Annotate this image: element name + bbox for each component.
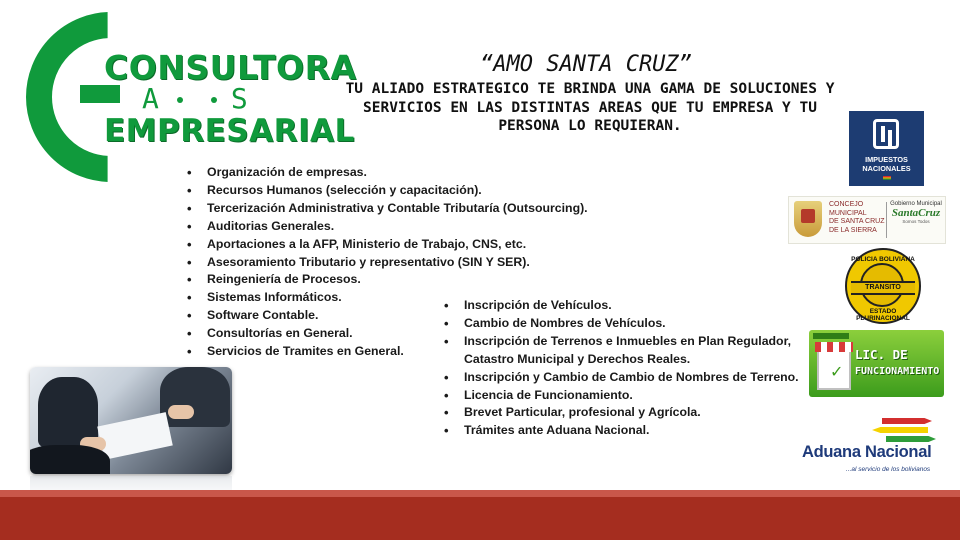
list-item: • Aportaciones a la AFP, Ministerio de Trabajo, CNS, etc. <box>183 236 613 254</box>
list-item: • Brevet Particular, profesional y Agrícola. <box>440 404 800 422</box>
tagline-text: TU ALIADO ESTRATEGICO TE BRINDA UNA GAMA DE SOLUCIONES Y SERVICIOS EN LAS DISTINTAS AREAS QUE TU EMPRESA Y TU PERSONA LO REQUIERAN. <box>345 81 835 134</box>
company-logo <box>22 8 357 186</box>
logo-line-consultora: CONSULTORA <box>104 48 357 87</box>
city-slogan: Somos Todos <box>902 219 930 224</box>
list-item: • Reingeniería de Procesos. <box>183 271 613 289</box>
services-list-right <box>440 297 800 440</box>
list-item: • Inscripción de Terrenos e Inmuebles en Plan Regulador, Catastro Municipal y Derechos Reales. <box>440 333 800 369</box>
photo-paper <box>97 412 173 460</box>
coat-of-arms-icon <box>794 201 822 237</box>
impuestos-nacionales-logo <box>849 111 924 186</box>
list-item: • Sistemas Informáticos. <box>183 289 613 307</box>
badge-center-band: TRANSITO <box>851 281 915 295</box>
red-arrow <box>882 418 932 424</box>
gov-label: Gobierno Municipal <box>890 201 942 207</box>
aduana-nacional-logo <box>800 410 945 483</box>
list-item: • Inscripción y Cambio de Cambio de Nombres de Terreno. <box>440 369 800 387</box>
list-item: • Recursos Humanos (selección y capacitación). <box>183 182 613 200</box>
banner-tab <box>813 333 849 339</box>
footer-band <box>0 497 960 540</box>
impuestos-line2: NACIONALES <box>862 164 911 173</box>
impuestos-label <box>849 155 924 173</box>
list-item: • Auditorias Generales. <box>183 218 613 236</box>
concejo-line: DE SANTA CRUZ <box>829 218 885 225</box>
logo-letter-s: S <box>230 82 252 115</box>
logo-line-as <box>142 82 252 115</box>
list-item: • Trámites ante Aduana Nacional. <box>440 422 800 440</box>
licencia-line1: LIC. DE <box>855 347 908 362</box>
impuestos-mark-icon <box>873 119 899 149</box>
list-item: • Inscripción de Vehículos. <box>440 297 800 315</box>
concejo-municipal-logo <box>788 196 946 244</box>
logo-dot <box>177 97 183 103</box>
badge-top-text: POLICIA BOLIVIANA <box>851 256 915 263</box>
logo-letter-a: A <box>142 82 163 115</box>
licencia-text <box>855 346 941 380</box>
list-item: • Organización de empresas. <box>183 164 613 182</box>
list-item: • Tercerización Administrativa y Contable Tributaría (Outsourcing). <box>183 200 613 218</box>
concejo-line: MUNICIPAL <box>829 209 867 217</box>
bolivia-flag-icon <box>883 176 891 180</box>
concejo-text <box>829 201 885 235</box>
list-item: • Software Contable. <box>183 307 613 325</box>
santa-cruz-logo <box>890 201 942 224</box>
photo-hand <box>168 405 194 419</box>
aduana-slogan: ...al servicio de los bolivianos <box>846 466 931 473</box>
photo-person <box>30 445 110 474</box>
badge-bottom-text: ESTADO PLURINACIONAL <box>856 308 910 322</box>
concejo-divider <box>886 202 887 238</box>
logo-dot <box>211 97 217 103</box>
policia-transito-badge <box>841 248 926 323</box>
list-item: • Licencia de Funcionamiento. <box>440 387 800 405</box>
licencia-funcionamiento-banner <box>809 330 944 397</box>
logo-e-bar <box>80 85 120 103</box>
aduana-name: Aduana Nacional <box>802 443 932 461</box>
list-item: • Cambio de Nombres de Vehículos. <box>440 315 800 333</box>
green-arrow <box>886 436 936 442</box>
concejo-line: DE LA SIERRA <box>829 226 877 234</box>
impuestos-line1: IMPUESTOS <box>865 155 908 164</box>
list-item: • Consultorías en General. <box>183 325 613 343</box>
yellow-arrow <box>872 427 928 433</box>
city-logotype: SantaCruz <box>891 207 941 219</box>
storefront-icon <box>817 342 851 390</box>
business-meeting-photo <box>30 367 232 474</box>
footer-accent-line <box>0 490 960 497</box>
list-item: • Servicios de Tramites en General. <box>183 343 613 361</box>
list-item: • Asesoramiento Tributario y representativo (SIN Y SER). <box>183 254 613 272</box>
aduana-arrows-icon <box>872 416 938 444</box>
motto-heading: “AMO SANTA CRUZ” <box>480 52 692 77</box>
concejo-line: CONCEJO <box>829 201 864 208</box>
licencia-line2: FUNCIONAMIENTO <box>855 366 940 377</box>
logo-line-empresarial: EMPRESARIAL <box>104 113 355 149</box>
